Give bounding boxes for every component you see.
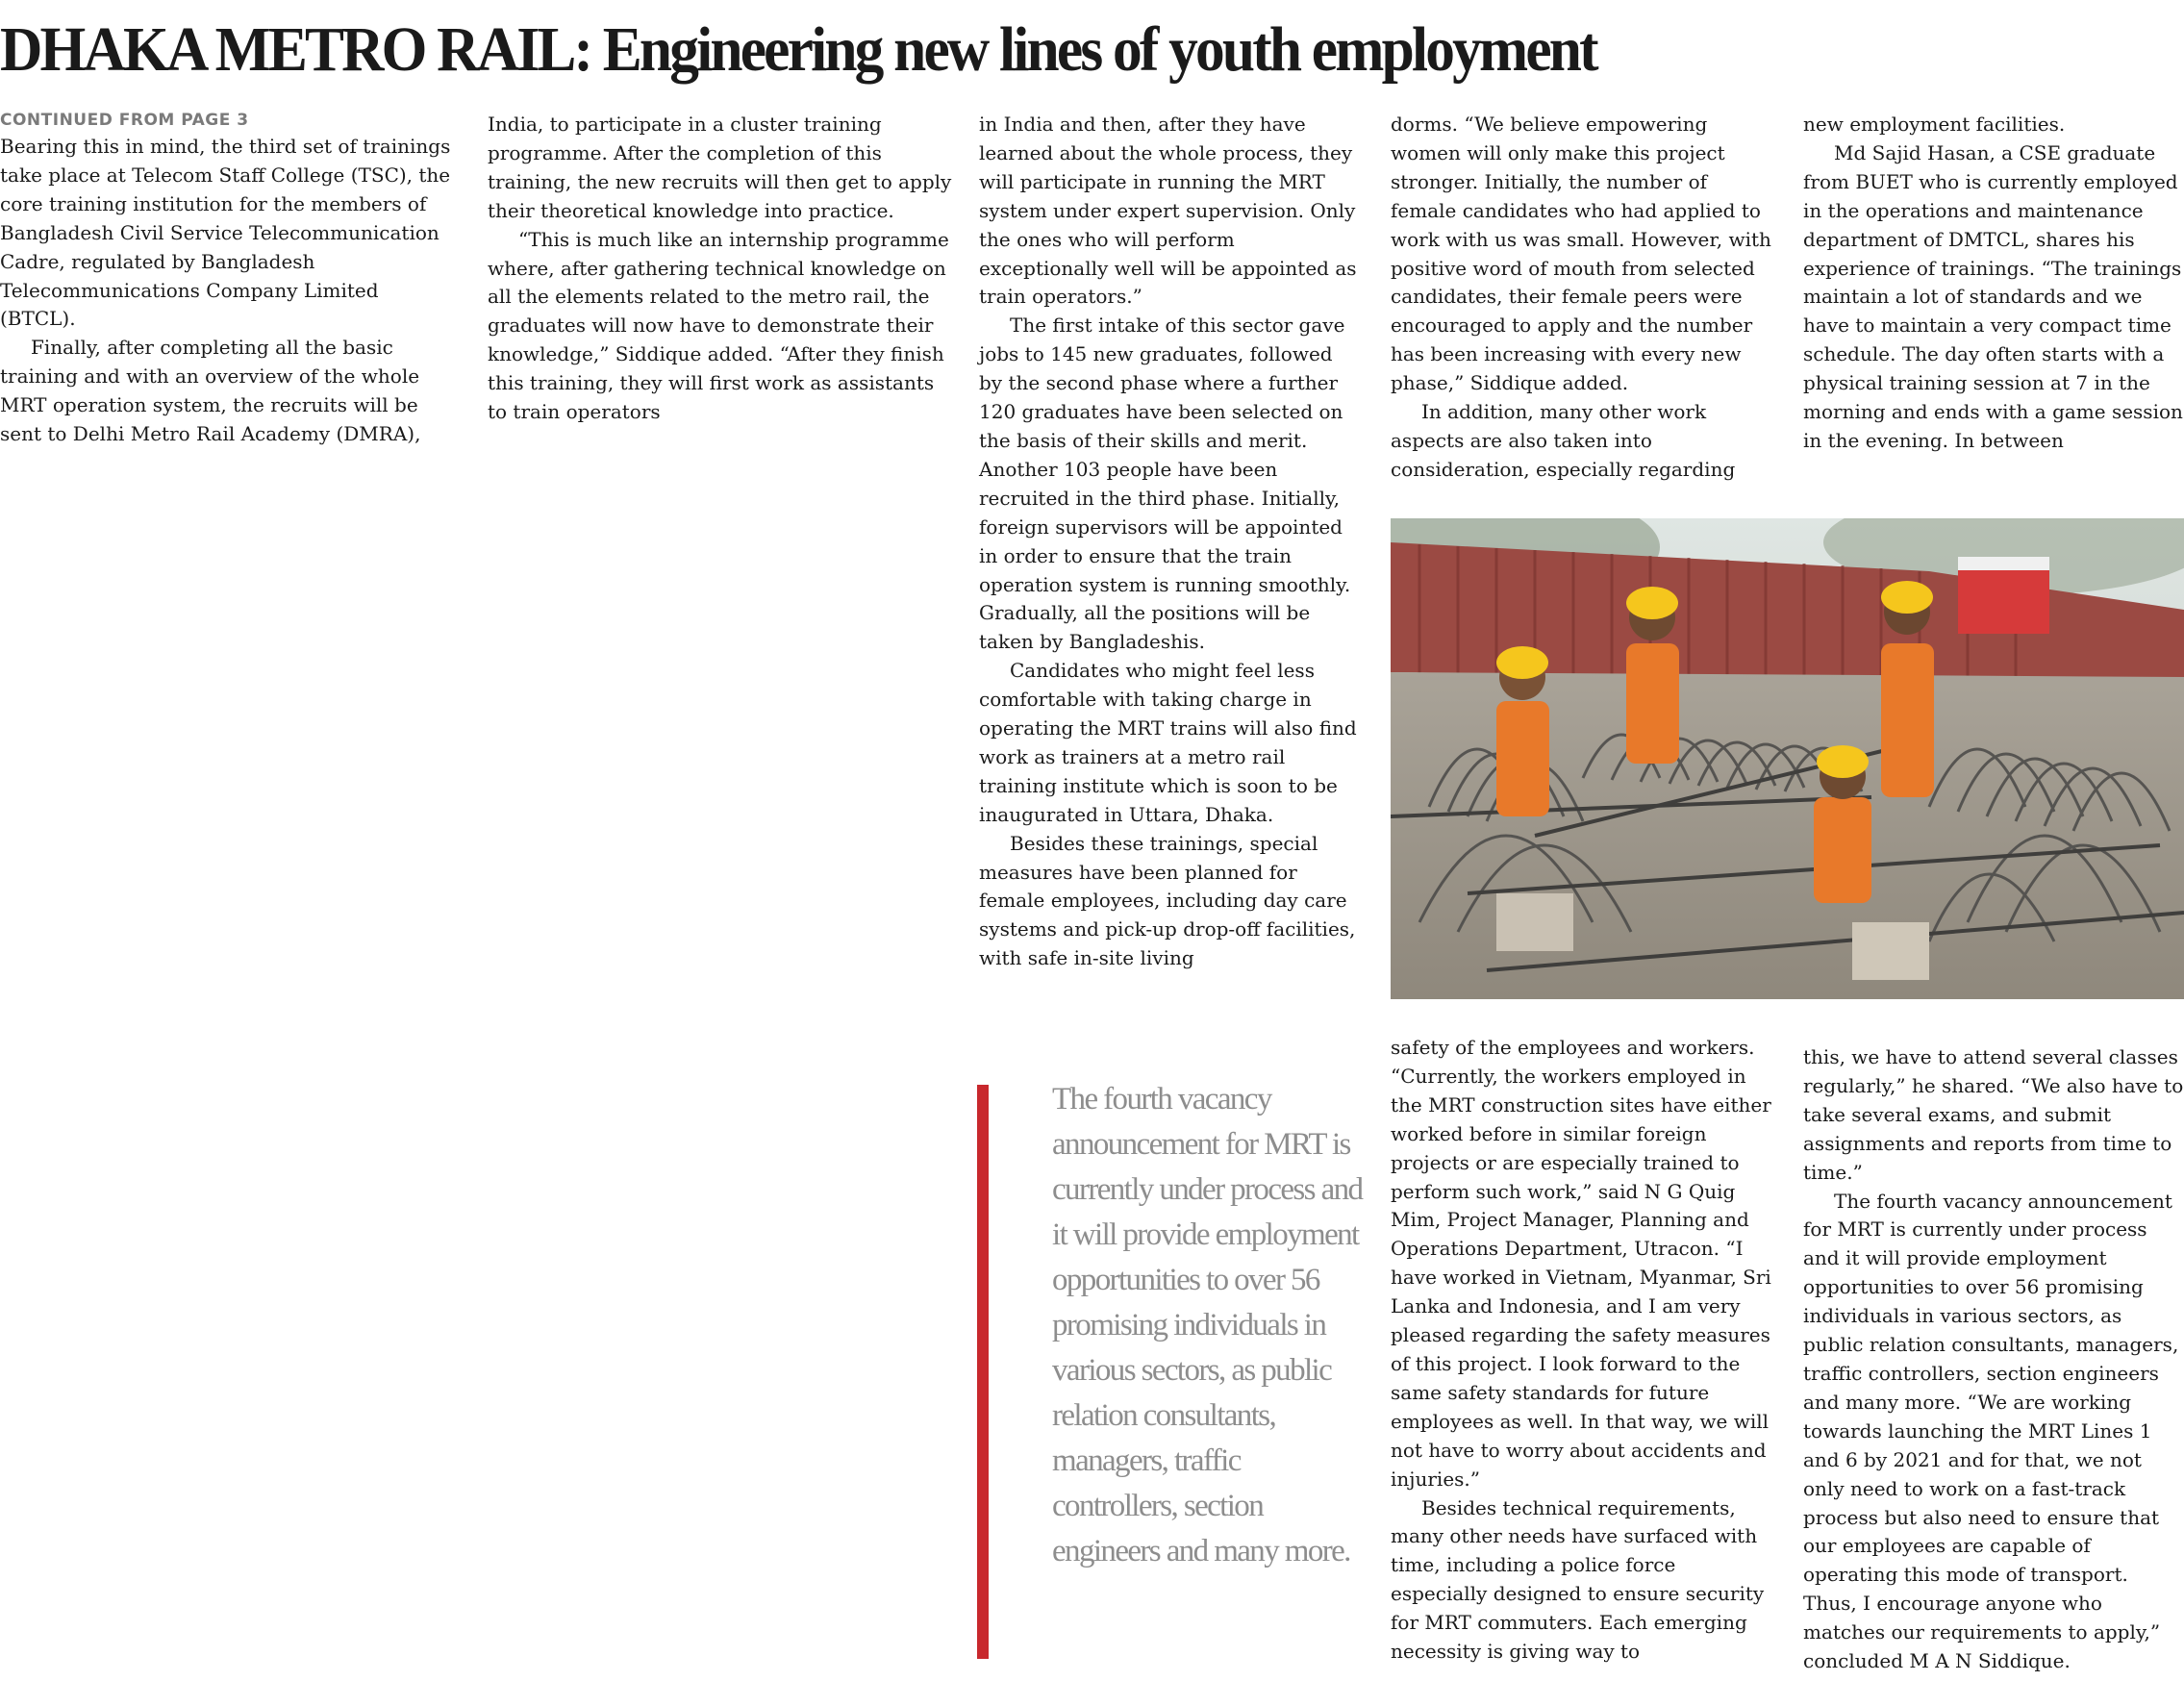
paragraph: Besides technical requirements, many other needs have surfaced with time, including a police force especially designed to ensure security for MRT commuters. Each emerging necessity is giving way to [1391, 1495, 1765, 1664]
continued-from-kicker: CONTINUED FROM PAGE 3 [0, 111, 249, 130]
article-column-3 [979, 111, 1362, 973]
paragraph: this, we have to attend several classes regularly,” he shared. “We also have to take several exams, and submit assignments and reports from time to time.” [1803, 1045, 2184, 1184]
paragraph: Besides these trainings, special measures have been planned for female employees, including day care systems and pick-up drop-off facilities, with safe in-site living [979, 831, 1356, 970]
paragraph: Candidates who might feel less comfortable with taking charge in operating the MRT trains will also find work as trainers at a metro rail training institute which is soon to be inaugurated in Uttara, Dhaka. [979, 659, 1357, 826]
headline: DHAKA METRO RAIL: Engineering new lines of youth employment [0, 14, 1596, 85]
pullquote-accent-bar [977, 1085, 989, 1659]
article-column-5-bottom [1803, 1043, 2184, 1676]
article-column-2 [488, 111, 955, 427]
paragraph: new employment facilities. [1803, 113, 2066, 136]
photo-construction-workers [1391, 518, 2184, 999]
paragraph: Finally, after completing all the basic training and with an overview of the whole MRT operation system, the recruits will be sent to Delhi Metro Rail Academy (DMRA), [0, 336, 421, 446]
pullquote: The fourth vacancy announcement for MRT is currently under process and it will provide employment opportunities to over 56 promising individuals in various sectors, as public relation consultants, managers, traffic controllers, section engineers and many more. [1052, 1082, 1363, 1568]
paragraph: Bearing this in mind, the third set of trainings take place at Telecom Staff College (TSC), the core training institution for the members of Bangladesh Civil Service Telecommunication Cadre, regulated by Bangladesh Telecommunications Company Limited (BTCL). [0, 135, 451, 331]
article-column-4-top [1391, 111, 1775, 485]
paragraph: The first intake of this sector gave jobs to 145 new graduates, followed by the second phase where a further 120 graduates have been selected on the basis of their skills and merit. Another 103 people have been recruited in the third phase. Initially, foreign supervisors will be appointed in order to ensure that the train operation system is running smoothly. Gradually, all the positions will be taken by Bangladeshis. [979, 314, 1351, 654]
article-column-5-top [1803, 111, 2184, 456]
paragraph: dorms. “We believe empowering women will only make this project stronger. Initially, the number of female candidates who had applied to work with us was small. However, with positive word of mouth from selected candidates, their female peers were encouraged to apply and the number has been increasing with every new phase,” Siddique added. [1391, 113, 1771, 395]
article-column-4-bottom [1391, 1034, 1775, 1667]
paragraph: in India and then, after they have learned about the whole process, they will participate in running the MRT system under expert supervision. Only the ones who will perform exceptionally well will be appointed as train operators.” [979, 113, 1357, 309]
construction-site-illustration [1391, 518, 2184, 999]
paragraph: “This is much like an internship programme where, after gathering technical knowledge on all the elements related to the metro rail, the graduates will now have to demonstrate their knowledge,” Siddique added. “After they finish this training, they will first work as assistants to train operators [488, 227, 949, 424]
paragraph: Md Sajid Hasan, a CSE graduate from BUET who is currently employed in the operations and maintenance department of DMTCL, shares his experience of trainings. “The trainings maintain a lot of standards and we have to maintain a very compact time schedule. The day often starts with a physical training session at 7 in the morning and ends with a game session in the evening. In between [1803, 140, 2183, 452]
paragraph: safety of the employees and workers. “Currently, the workers employed in the MRT construction sites have either worked before in similar foreign projects or are especially trained to perform such work,” said N G Quig Mim, Project Manager, Planning and Operations Department, Utracon. “I have worked in Vietnam, Myanmar, Sri Lanka and Indonesia, and I am very pleased regarding the safety measures of this project. I look forward to the same safety standards for future employees as well. In that way, we will not have to worry about accidents and injuries.” [1391, 1036, 1771, 1491]
article-column-1 [0, 108, 452, 449]
paragraph: The fourth vacancy announcement for MRT is currently under process and it will provide employment opportunities to over 56 promising individuals in various sectors, as public relation consultants, managers, traffic controllers, section engineers and many more. “We are working towards launching the MRT Lines 1 and 6 by 2021 and for that, we not only need to work on a fast-track process but also need to ensure that our employees are capable of operating this mode of transport. Thus, I encourage anyone who matches our requirements to apply,” concluded M A N Siddique. [1803, 1189, 2179, 1673]
paragraph: In addition, many other work aspects are also taken into consideration, especially regarding [1391, 400, 1736, 481]
paragraph: India, to participate in a cluster training programme. After the completion of this training, the new recruits will then get to apply their theoretical knowledge into practice. [488, 113, 952, 222]
